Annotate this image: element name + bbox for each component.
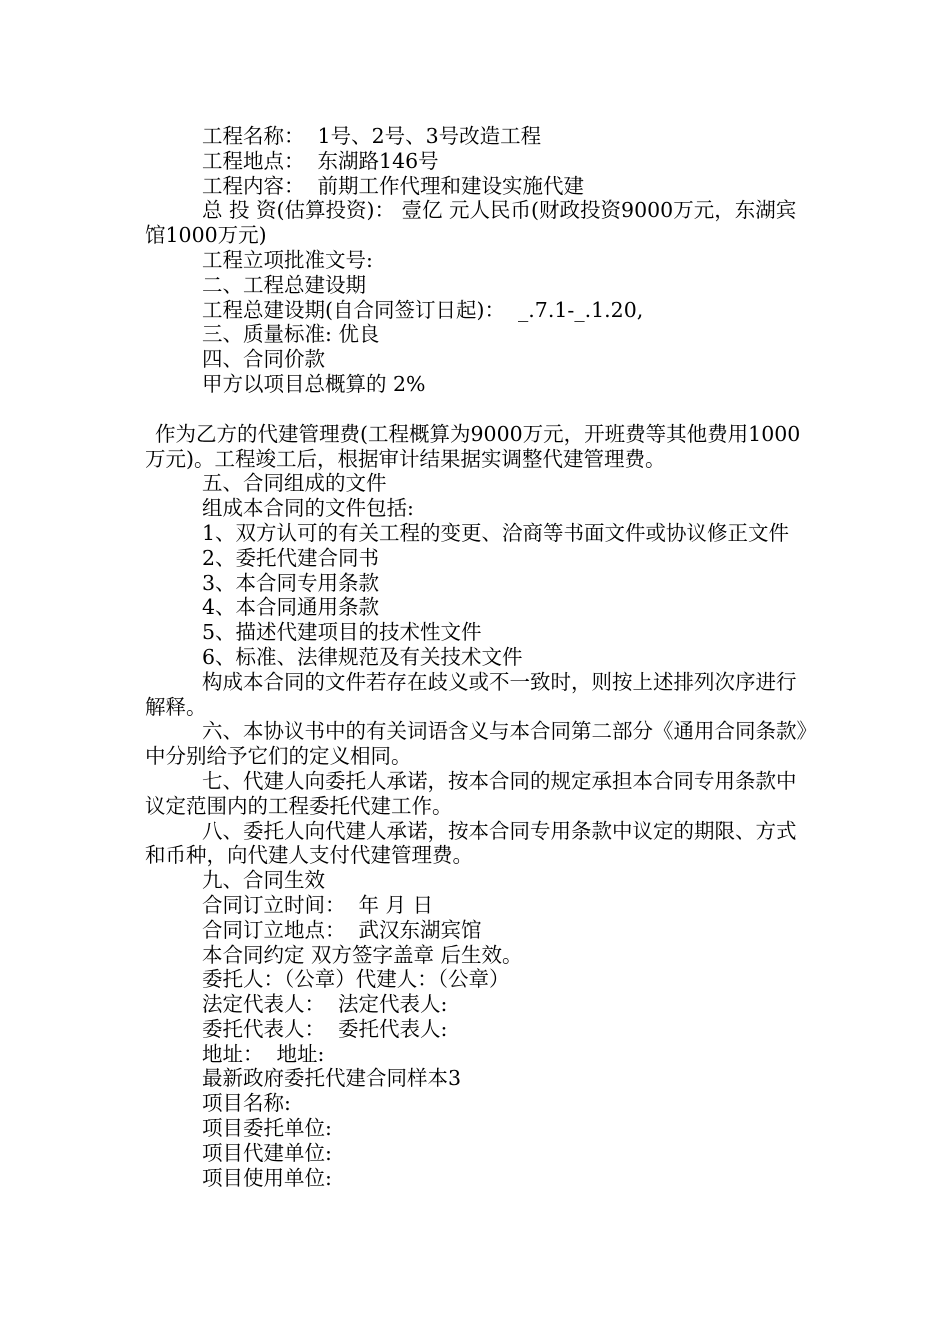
documents-intro-line: 组成本合同的文件包括: <box>202 496 414 521</box>
section-8-paragraph: 八、委托人向代建人承诺，按本合同专用条款中议定的期限、方式和币种，向代建人支付代建管理费。 <box>145 818 797 868</box>
project-content-line: 工程内容： 前期工作代理和建设实施代建 <box>202 173 585 198</box>
address-line: 地址： 地址: <box>202 1041 325 1066</box>
user-unit-line: 项目使用单位: <box>202 1165 332 1190</box>
document-item-3: 3、本合同专用条款 <box>202 570 380 595</box>
blank-line <box>145 397 815 422</box>
item-name-line: 项目名称: <box>202 1091 291 1116</box>
section-heading-9: 九、合同生效 <box>202 868 325 893</box>
document-item-5: 5、描述代建项目的技术性文件 <box>202 620 482 645</box>
approval-number-line: 工程立项批准文号: <box>202 247 373 272</box>
construction-period-line: 工程总建设期(自合同签订日起)： _.7.1-_.1.20, <box>202 297 644 322</box>
document-item-4: 4、本合同通用条款 <box>202 595 380 620</box>
signing-date-line: 合同订立时间： 年 月 日 <box>202 892 434 917</box>
document-item-6: 6、标准、法律规范及有关技术文件 <box>202 644 523 669</box>
parties-seal-line: 委托人：（公章）代建人：（公章） <box>202 967 510 992</box>
section-7-paragraph: 七、代建人向委托人承诺，按本合同的规定承担本合同专用条款中议定范围内的工程委托代建工作。 <box>145 768 797 818</box>
section-heading-5: 五、合同组成的文件 <box>202 471 387 496</box>
precedence-paragraph: 构成本合同的文件若存在歧义或不一致时，则按上述排列次序进行解释。 <box>145 669 797 719</box>
section-6-paragraph: 六、本协议书中的有关词语含义与本合同第二部分《通用合同条款》中分别给予它们的定义相同。 <box>145 719 807 769</box>
project-location-line: 工程地点： 东湖路146号 <box>202 148 439 173</box>
document-item-2: 2、委托代建合同书 <box>202 545 380 570</box>
document-page <box>145 124 815 1190</box>
fee-rate-line: 甲方以项目总概算的 2% <box>202 371 426 396</box>
commissioning-unit-line: 项目委托单位: <box>202 1116 332 1141</box>
effectiveness-line: 本合同约定 双方签字盖章 后生效。 <box>202 942 523 967</box>
management-fee-paragraph: 作为乙方的代建管理费(工程概算为9000万元，开班费等其他费用1000万元)。工程竣工后，根据审计结果据实调整代建管理费。 <box>145 421 801 471</box>
signing-place-line: 合同订立地点： 武汉东湖宾馆 <box>202 917 482 942</box>
legal-representative-line: 法定代表人： 法定代表人: <box>202 992 448 1017</box>
sample-3-title: 最新政府委托代建合同样本3 <box>202 1066 462 1091</box>
section-heading-2: 二、工程总建设期 <box>202 272 366 297</box>
section-heading-4: 四、合同价款 <box>202 347 325 372</box>
total-investment-paragraph: 总 投 资(估算投资)： 壹亿 元人民币(财政投资9000万元，东湖宾馆1000万元) <box>145 198 797 248</box>
project-name-line: 工程名称： 1号、2号、3号改造工程 <box>202 124 542 148</box>
agent-unit-line: 项目代建单位: <box>202 1140 332 1165</box>
section-heading-3: 三、质量标准: 优良 <box>202 322 380 347</box>
authorized-representative-line: 委托代表人： 委托代表人: <box>202 1016 448 1041</box>
document-item-1: 1、双方认可的有关工程的变更、洽商等书面文件或协议修正文件 <box>202 520 790 545</box>
